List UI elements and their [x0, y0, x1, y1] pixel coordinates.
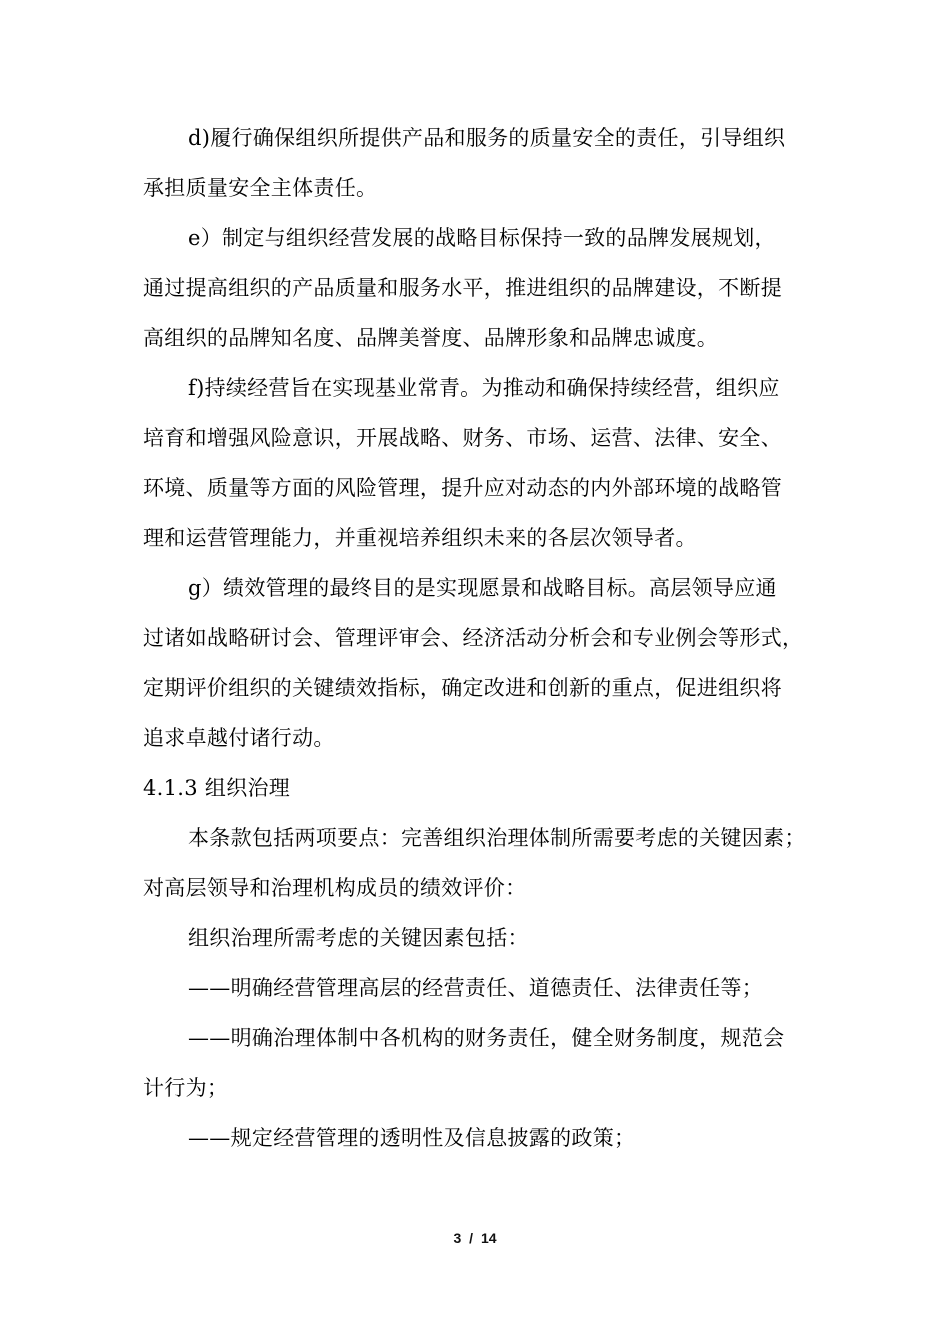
current-page-number: 3	[453, 1230, 462, 1246]
total-page-count: 14	[480, 1230, 497, 1246]
text-line: 培育和增强风险意识，开展战略、财务、市场、运营、法律、安全、	[143, 426, 782, 450]
text-line: e）制定与组织经营发展的战略目标保持一致的品牌发展规划，	[188, 226, 776, 250]
text-line: d)履行确保组织所提供产品和服务的质量安全的责任，引导组织	[188, 126, 786, 150]
page-number	[0, 1230, 950, 1246]
text-line: 通过提高组织的产品质量和服务水平，推进组织的品牌建设，不断提	[143, 276, 782, 300]
text-line: 定期评价组织的关键绩效指标，确定改进和创新的重点，促进组织将	[143, 676, 782, 700]
text-line: 理和运营管理能力，并重视培养组织未来的各层次领导者。	[143, 526, 697, 550]
text-line: 环境、质量等方面的风险管理，提升应对动态的内外部环境的战略管	[143, 476, 782, 500]
page-separator: /	[469, 1230, 474, 1246]
text-line: 组织治理所需考虑的关键因素包括：	[188, 926, 529, 950]
text-line: f)持续经营旨在实现基业常青。为推动和确保持续经营，组织应	[188, 376, 780, 400]
list-item: ——规定经营管理的透明性及信息披露的政策；	[188, 1126, 636, 1150]
text-line: 本条款包括两项要点：完善组织治理体制所需要考虑的关键因素；	[188, 826, 806, 850]
page-body	[143, 113, 823, 1163]
list-item: ——明确治理体制中各机构的财务责任，健全财务制度，规范会	[188, 1026, 785, 1050]
section-heading: 4.1.3 组织治理	[143, 776, 291, 800]
text-line: 高组织的品牌知名度、品牌美誉度、品牌形象和品牌忠诚度。	[143, 326, 719, 350]
text-line: g）绩效管理的最终目的是实现愿景和战略目标。高层领导应通	[188, 576, 777, 600]
list-item: ——明确经营管理高层的经营责任、道德责任、法律责任等；	[188, 976, 764, 1000]
text-line: 对高层领导和治理机构成员的绩效评价：	[143, 876, 527, 900]
text-line: 承担质量安全主体责任。	[143, 176, 378, 200]
text-line: 过诸如战略研讨会、管理评审会、经济活动分析会和专业例会等形式，	[143, 626, 804, 650]
text-line: 追求卓越付诸行动。	[143, 726, 335, 750]
text-line: 计行为；	[143, 1076, 229, 1100]
